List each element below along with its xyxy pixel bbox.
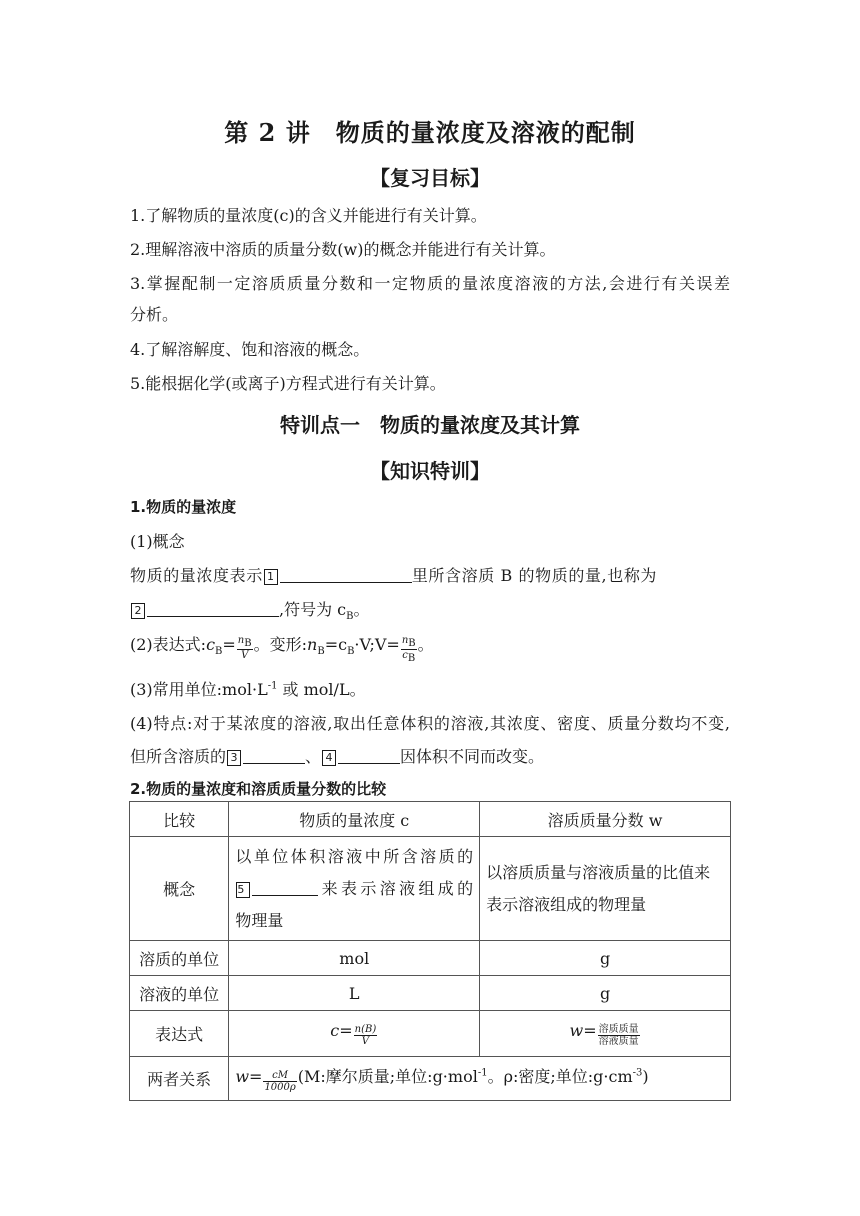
goal-item: 5.能根据化学(或离子)方程式进行有关计算。 xyxy=(130,374,446,393)
table-cell: mol xyxy=(229,941,480,976)
table-cell: w= $\frac{\text{溶质质量}}{\text{溶液质量}}$ xyxy=(480,1011,731,1057)
page-title: 第 2 讲 物质的量浓度及溶液的配制 xyxy=(224,118,636,147)
concept-line: 2 ,符号为 $c_B$。 xyxy=(130,597,730,622)
table-row xyxy=(130,837,731,941)
review-heading: 【复习目标】 xyxy=(370,166,490,190)
subsection-heading: 1.物质的量浓度 xyxy=(130,498,237,516)
table-row-label: 表达式 xyxy=(130,1011,229,1057)
table-row xyxy=(130,1057,731,1101)
goal-item: 3.掌握配制一定溶质质量分数和一定物质的量浓度溶液的方法,会进行有关误差 xyxy=(130,274,730,293)
table-cell: 以溶质质量与溶液质量的比值来表示溶液组成的物理量 xyxy=(480,837,731,941)
table-header-cell: 比较 xyxy=(130,802,229,837)
fraction: $\frac{n_B}{V}$ xyxy=(237,635,252,661)
feature-line: 但所含溶质的 3 、 4 因体积不同而改变。 xyxy=(130,747,545,766)
subsection-heading: 2.物质的量浓度和溶质质量分数的比较 xyxy=(130,780,387,798)
table-row-label: 溶液的单位 xyxy=(130,976,229,1011)
unit-line: (3)常用单位$:mol\cdot L^{-1}$ 或 mol/L。 xyxy=(130,680,366,699)
table-cell: g xyxy=(480,941,731,976)
expression-line: (2)表达式$:c_B=$ $\frac{n_B}{V}$ 。变形$:n_B=c_B\cdot V;V=$ $\frac{n_B}{c_B}$ 。 xyxy=(130,635,434,664)
fill-blank[interactable] xyxy=(280,566,412,583)
concept-label: (1)概念 xyxy=(130,532,185,551)
table-row-label: 两者关系 xyxy=(130,1057,229,1101)
table-row-label: 概念 xyxy=(130,837,229,941)
blank-number: 3 xyxy=(227,750,241,766)
fill-blank[interactable] xyxy=(243,747,305,764)
table-header-cell: 溶质质量分数 w xyxy=(480,802,731,837)
table-cell: w= $\frac{cM}{1000\rho}$ (M:摩尔质量;单位:g·mol$^{-1}$。ρ:密度;单位$:g\cdot cm^{-3}$) xyxy=(229,1057,731,1101)
concept-line: 物质的量浓度表示 1 里所含溶质 B 的物质的量,也称为 xyxy=(130,566,658,585)
fill-blank[interactable] xyxy=(252,879,318,896)
fraction: $\frac{n_B}{c_B}$ xyxy=(401,635,416,664)
goal-item: 1.了解物质的量浓度(c)的含义并能进行有关计算。 xyxy=(130,206,487,225)
table-header-cell: 物质的量浓度 c xyxy=(229,802,480,837)
fraction: $\frac{\text{溶质质量}}{\text{溶液质量}}$ xyxy=(598,1023,639,1047)
fill-blank[interactable] xyxy=(338,747,400,764)
fill-blank[interactable] xyxy=(147,600,279,617)
section-title: 特训点一 物质的量浓度及其计算 xyxy=(280,413,580,437)
table-row xyxy=(130,941,731,976)
table-cell: L xyxy=(229,976,480,1011)
blank-number: 4 xyxy=(322,750,336,766)
feature-line: (4)特点:对于某浓度的溶液,取出任意体积的溶液,其浓度、密度、质量分数均不变, xyxy=(130,714,730,733)
table-cell: g xyxy=(480,976,731,1011)
table-row xyxy=(130,1011,731,1057)
blank-number: 1 xyxy=(264,569,278,585)
table-row xyxy=(130,976,731,1011)
goal-item: 2.理解溶液中溶质的质量分数(w)的概念并能进行有关计算。 xyxy=(130,240,556,259)
goal-item: 4.了解溶解度、饱和溶液的概念。 xyxy=(130,340,370,359)
blank-number: 5 xyxy=(236,882,250,898)
blank-number: 2 xyxy=(131,603,145,619)
knowledge-heading: 【知识特训】 xyxy=(370,459,490,483)
table-cell: 以单位体积溶液中所含溶质的 5 来表示溶液组成的 物理量 xyxy=(229,837,480,941)
fraction: $\frac{n(B)}{V}$ xyxy=(354,1023,377,1047)
comparison-table xyxy=(129,801,731,1101)
goal-item: 分析。 xyxy=(130,305,179,324)
table-cell: c= $\frac{n(B)}{V}$ xyxy=(229,1011,480,1057)
table-row-label: 溶质的单位 xyxy=(130,941,229,976)
table-row xyxy=(130,802,731,837)
fraction: $\frac{cM}{1000\rho}$ xyxy=(264,1070,296,1093)
